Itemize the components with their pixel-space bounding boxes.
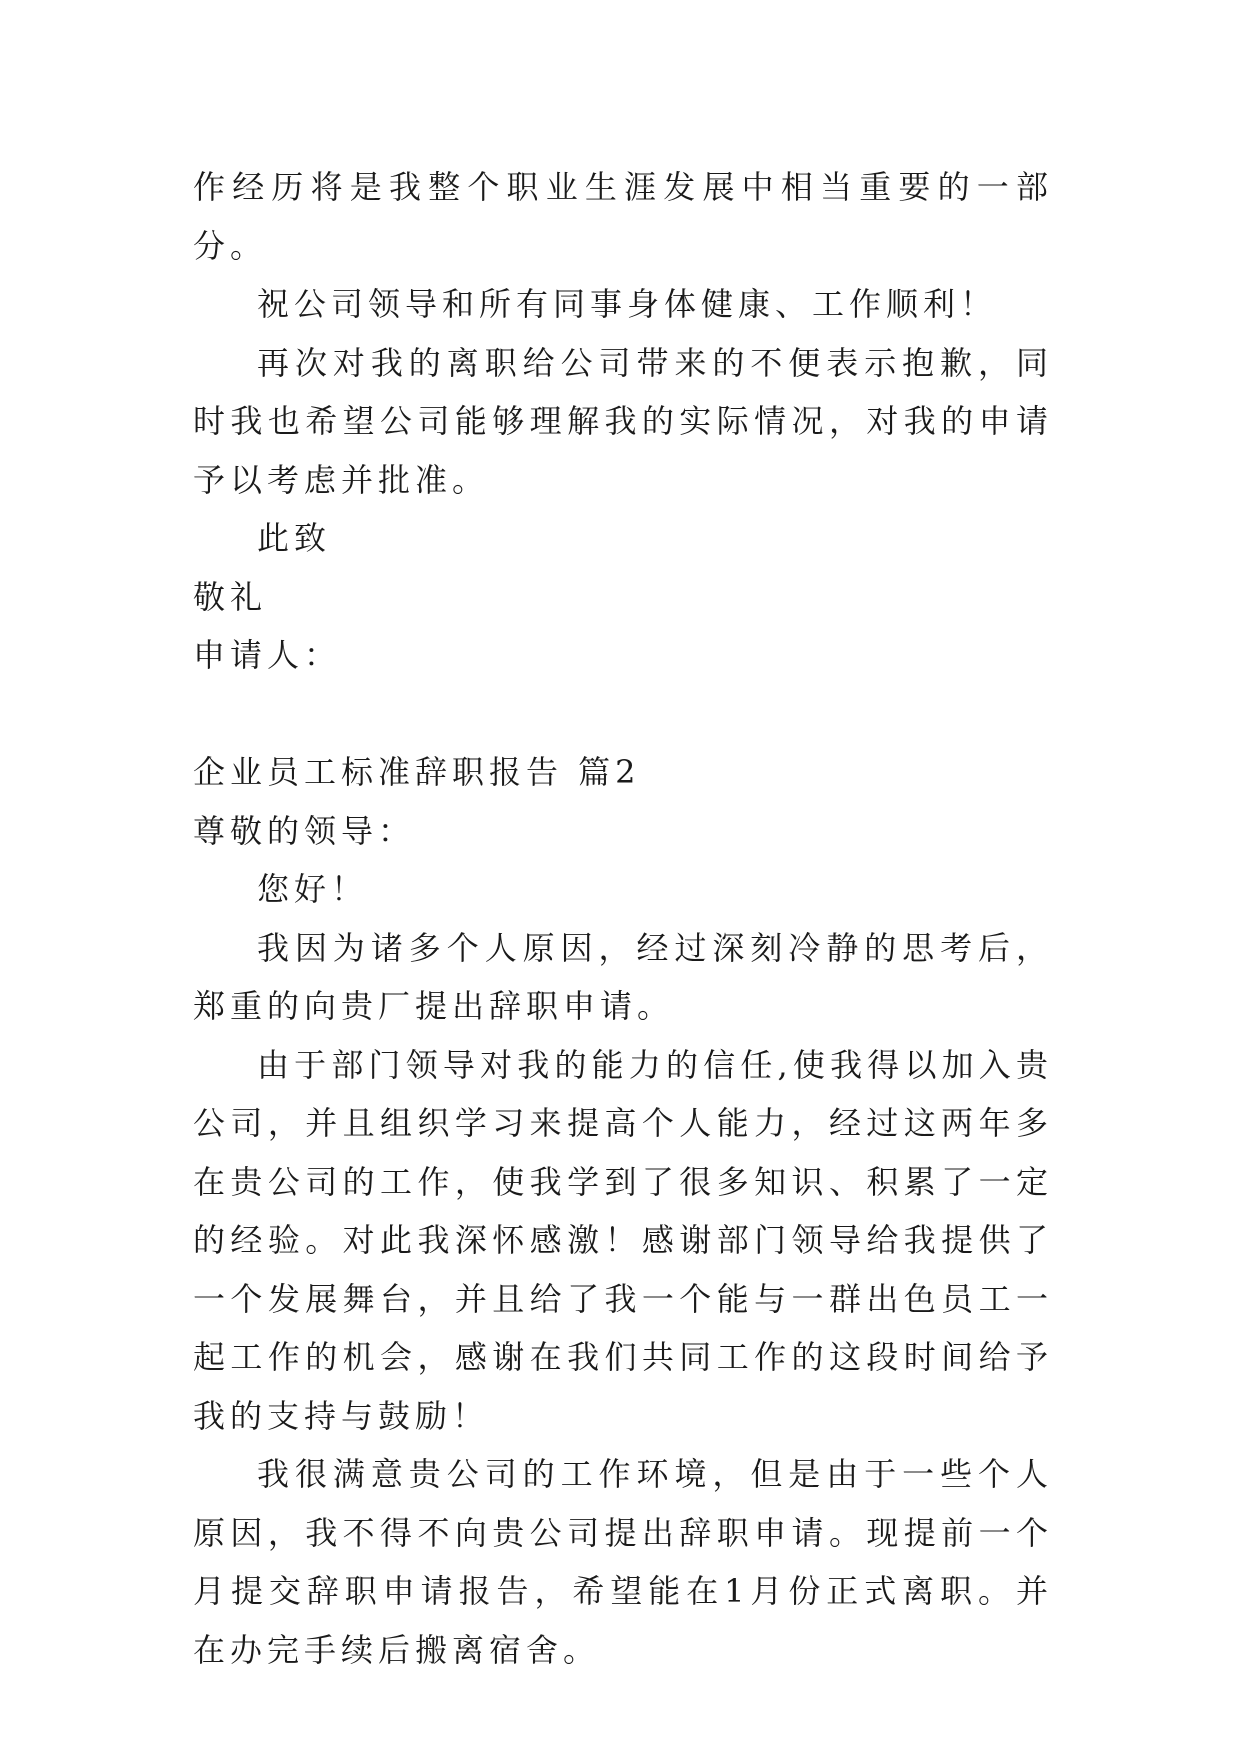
blank-line bbox=[193, 685, 1053, 744]
paragraph-continuation: 作经历将是我整个职业生涯发展中相当重要的一部分。 bbox=[193, 168, 1053, 265]
closing-salutation: 此致 bbox=[257, 519, 332, 557]
applicant-label: 申请人： bbox=[193, 636, 342, 674]
paragraph-apology: 再次对我的离职给公司带来的不便表示抱歉，同时我也希望公司能够理解我的实际情况，对我的申请予以考虑并批准。 bbox=[193, 343, 1053, 499]
section-heading: 企业员工标准辞职报告 篇2 bbox=[193, 753, 641, 791]
closing-regards: 敬礼 bbox=[193, 577, 268, 616]
paragraph-gratitude: 由于部门领导对我的能力的信任,使我得以加入贵公司，并且组织学习来提高个人能力，经过这两年多在贵公司的工作，使我学到了很多知识、积累了一定的经验。对此我深怀感激！感谢部门领导给我提供了一个发展舞台，并且给了我一个能与一群出色员工一起工作的机会，感谢在我们共同工作的这段时间给予我的支持与鼓励！ bbox=[193, 1045, 1053, 1435]
greeting-recipient: 尊敬的领导： bbox=[193, 811, 416, 850]
paragraph-resignation-notice: 我很满意贵公司的工作环境，但是由于一些个人原因，我不得不向贵公司提出辞职申请。现提前一个月提交辞职申请报告，希望能在1月份正式离职。并在办完手续后搬离宿舍。 bbox=[193, 1455, 1053, 1669]
paragraph-wishes: 祝公司领导和所有同事身体健康、工作顺利！ bbox=[257, 285, 998, 323]
document-body bbox=[193, 158, 1053, 1679]
greeting-hello: 您好！ bbox=[257, 870, 369, 908]
paragraph-reason: 我因为诸多个人原因，经过深刻冷静的思考后，郑重的向贵厂提出辞职申请。 bbox=[193, 928, 1053, 1025]
